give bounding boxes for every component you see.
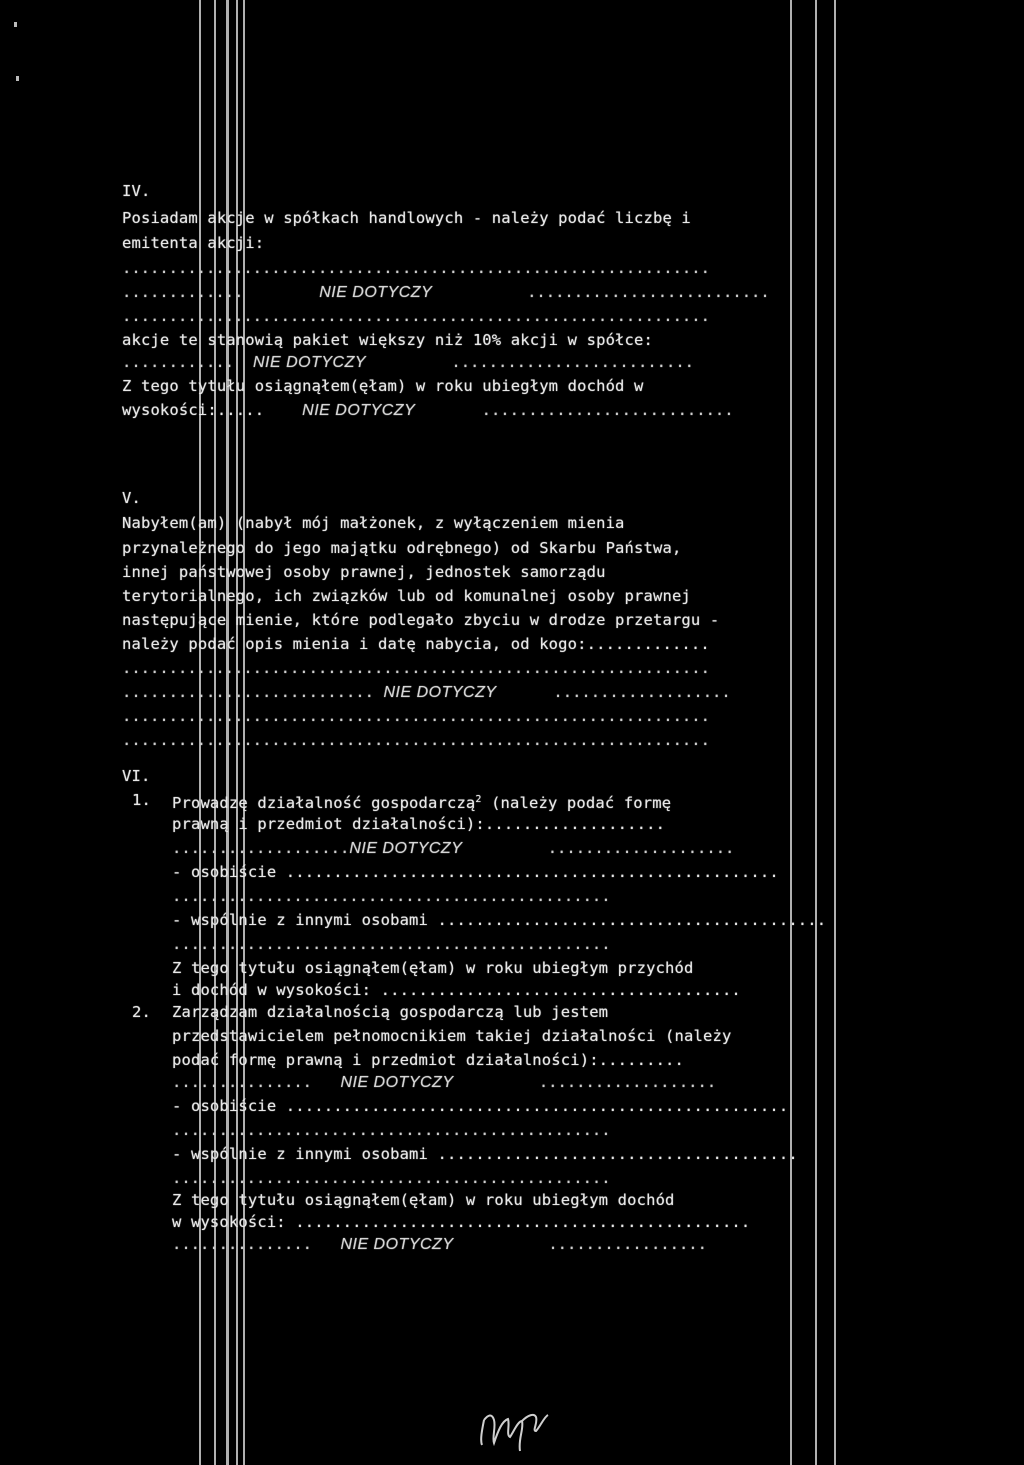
section-vi-item1-personal: - osobiście .................................................... [172,863,779,881]
section-vi-item1-answer-row [172,837,734,860]
scan-speck [16,76,19,81]
dots: ........................... [122,683,374,701]
section-vi-item2-jointly: - wspólnie z innymi osobami ...................................... [172,1145,798,1163]
section-vi-item1-jointly: - wspólnie z innymi osobami ......................................... [172,911,827,929]
dotted-line: ............................................................... [122,731,710,749]
item1-text: Prowadzę działalność gospodarczą [172,794,476,813]
section-vi-item1-answer: NIE DOTYCZY [349,840,463,857]
footnote-mark: 2 [475,794,482,805]
dotted-line: ............................................... [172,887,611,905]
section-v-line2: przynależnego do jego majątku odrębnego) od Skarbu Państwa, [122,539,682,557]
section-iv-answer3-row [122,399,734,422]
section-v-line6: należy podać opis mienia i datę nabycia, od kogo:............. [122,635,710,653]
section-iv-stake-line: akcje te stanowią pakiet większy niż 10% akcji w spółce: [122,331,653,349]
section-vi-heading: VI. [122,767,151,785]
section-v-line5: następujące mienie, które podlegało zbyciu w drodze przetargu - [122,611,720,629]
section-vi-item1-line2: prawną i przedmiot działalności):................... [172,815,666,833]
scan-speck [14,22,17,27]
section-iv-intro-line2: emitenta akcji: [122,234,265,252]
dots: .................... [547,839,735,857]
scan-artifact-line [834,0,836,1465]
section-iv-income-line2: wysokości:..... [122,401,265,419]
section-vi-item2-line3: podać formę prawną i przedmiot działalności):......... [172,1051,685,1069]
dots: ................. [548,1235,707,1253]
dotted-line: ............................................... [172,1121,611,1139]
section-v-answer: NIE DOTYCZY [383,684,497,701]
dots: ................... [172,839,350,857]
dots: .......................... [451,353,694,371]
dots: ............. [122,283,244,301]
section-iv-answer3: NIE DOTYCZY [302,402,416,419]
section-v-line4: terytorialnego, ich związków lub od komunalnej osoby prawnej [122,587,691,605]
section-v-line1: Nabyłem(am) (nabył mój małżonek, z wyłączeniem mienia [122,514,625,532]
section-vi-item1-income1: Z tego tytułu osiągnąłem(ęłam) w roku ubiegłym przychód [172,959,694,977]
dotted-line: ............................................................... [122,307,710,325]
dotted-line: ............................................................... [122,707,710,725]
section-v-line3: innej państwowej osoby prawnej, jednostek samorządu [122,563,606,581]
section-vi-item1-num: 1. [132,791,151,809]
section-iv-answer1: NIE DOTYCZY [319,284,433,301]
dots: ............... [172,1235,312,1253]
dots: ............ [122,353,234,371]
handwritten-signature [470,1385,560,1455]
dots: ........................... [481,401,734,419]
section-vi-item1-income2: i dochód w wysokości: ...................................... [172,981,741,999]
dotted-line: ............................................... [172,935,611,953]
section-vi-item2-num: 2. [132,1003,151,1021]
section-vi-item2-line2: przedstawicielem pełnomocnikiem takiej działalności (należy [172,1027,732,1045]
section-vi-item2-final-row [172,1233,707,1256]
section-vi-item2-answer: NIE DOTYCZY [340,1074,454,1091]
section-vi-item2-income1: Z tego tytułu osiągnąłem(ęłam) w roku ubiegłym dochód [172,1191,675,1209]
section-iv-answer2-row [122,351,694,374]
dots: ................... [553,683,731,701]
dots: .......................... [527,283,770,301]
section-iv-answer1-row [122,281,770,304]
scan-artifact-line [815,0,817,1465]
section-iv-intro-line1: Posiadam akcje w spółkach handlowych - należy podać liczbę i [122,209,691,227]
section-iv-answer2: NIE DOTYCZY [252,354,367,371]
section-v-answer-row [122,681,731,704]
section-vi-item1-line1 [172,789,671,814]
dots: ................... [538,1073,717,1091]
scan-artifact-line [790,0,792,1465]
dots: ............... [172,1073,312,1091]
section-iv-heading: IV. [122,182,151,200]
section-vi-item2-line1: Zarządzam działalnością gospodarczą lub jestem [172,1003,609,1021]
dotted-line: ............................................................... [122,659,710,677]
section-vi-item2-final-answer: NIE DOTYCZY [340,1236,454,1253]
section-vi-item2-answer-row [172,1071,716,1094]
item1-text-cont: (należy podać formę [481,794,672,813]
section-vi-item2-personal: - osobiście ..................................................... [172,1097,789,1115]
dotted-line: ............................................... [172,1169,611,1187]
dotted-line: ............................................................... [122,259,710,277]
section-v-heading: V. [122,489,141,507]
section-iv-income-line1: Z tego tytułu osiągnąłem(ęłam) w roku ubiegłym dochód w [122,377,644,395]
section-vi-item2-income2: w wysokości: ................................................ [172,1213,751,1231]
